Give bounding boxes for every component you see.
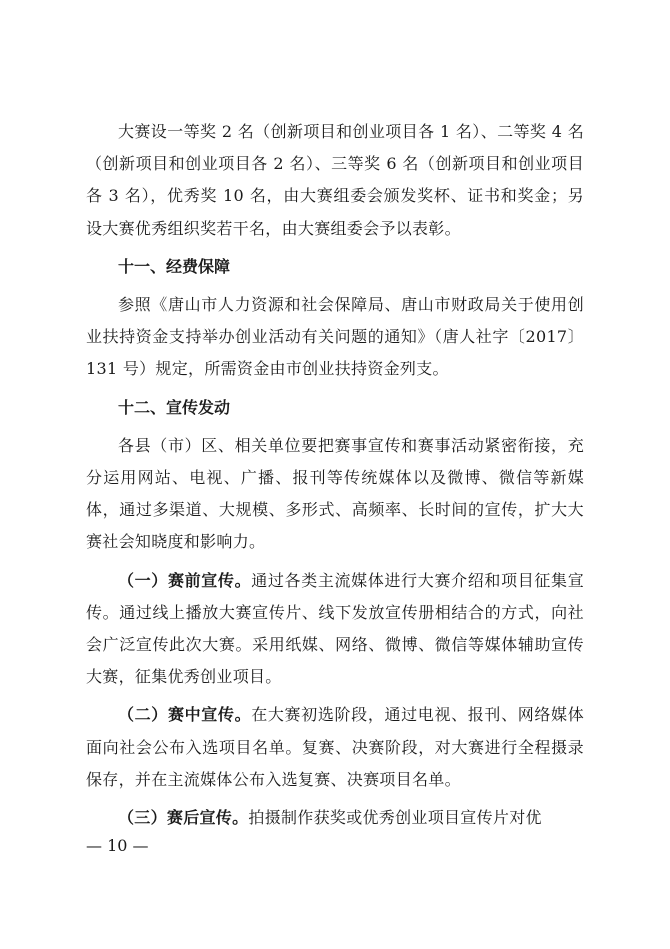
paragraph-publicity: 各县（市）区、相关单位要把赛事宣传和赛事活动紧密衔接，充分运用网站、电视、广播、报刊等传统媒体以及微博、微信等新媒体，通过多渠道、大规模、多形式、高频率、长时间的宣传，扩大大赛社会知晓度和影响力。 bbox=[86, 435, 584, 552]
text-post-event: 拍摄制作获奖或优秀创业项目宣传片对优 bbox=[248, 808, 542, 828]
subheading-mid-event: （二）赛中宣传。 bbox=[118, 705, 252, 725]
paragraph-funding: 参照《唐山市人力资源和社会保障局、唐山市财政局关于使用创业扶持资金支持举办创业活动有关问题的通知》（唐人社字〔2017〕131 号）规定，所需资金由市创业扶持资金列支。 bbox=[86, 295, 584, 379]
paragraph-mid-event bbox=[86, 699, 584, 796]
section-heading-publicity: 十二、宣传发动 bbox=[118, 397, 231, 417]
subheading-post-event: （三）赛后宣传。 bbox=[118, 808, 249, 828]
text-pre-event: 通过各类主流媒体进行大赛介绍和项目征集宣传。通过线上播放大赛宣传片、线下发放宣传册相结合的方式，向社会广泛宣传此次大赛。采用纸媒、网络、微博、微信等媒体辅助宣传大赛，征集优秀创业项目。 bbox=[86, 570, 584, 687]
text-mid-event: 在大赛初选阶段，通过电视、报刊、网络媒体面向社会公布入选项目名单。复赛、决赛阶段，对大赛进行全程摄录保存，并在主流媒体公布入选复赛、决赛项目名单。 bbox=[86, 705, 584, 789]
page-number: — 10 — bbox=[86, 836, 149, 855]
paragraph-pre-event bbox=[86, 565, 584, 694]
paragraph-post-event bbox=[86, 802, 584, 834]
subheading-pre-event: （一）赛前宣传。 bbox=[118, 570, 252, 590]
section-heading-funding: 十一、经费保障 bbox=[118, 256, 231, 276]
paragraph-awards: 大赛设一等奖 2 名（创新项目和创业项目各 1 名）、二等奖 4 名（创新项目和创业项目各 2 名）、三等奖 6 名（创新项目和创业项目各 3 名），优秀奖 10 名，由大赛组委会颁发奖杯、证书和奖金；另设大赛优秀组织奖若干名，由大赛组委会予以表彰。 bbox=[86, 122, 584, 238]
